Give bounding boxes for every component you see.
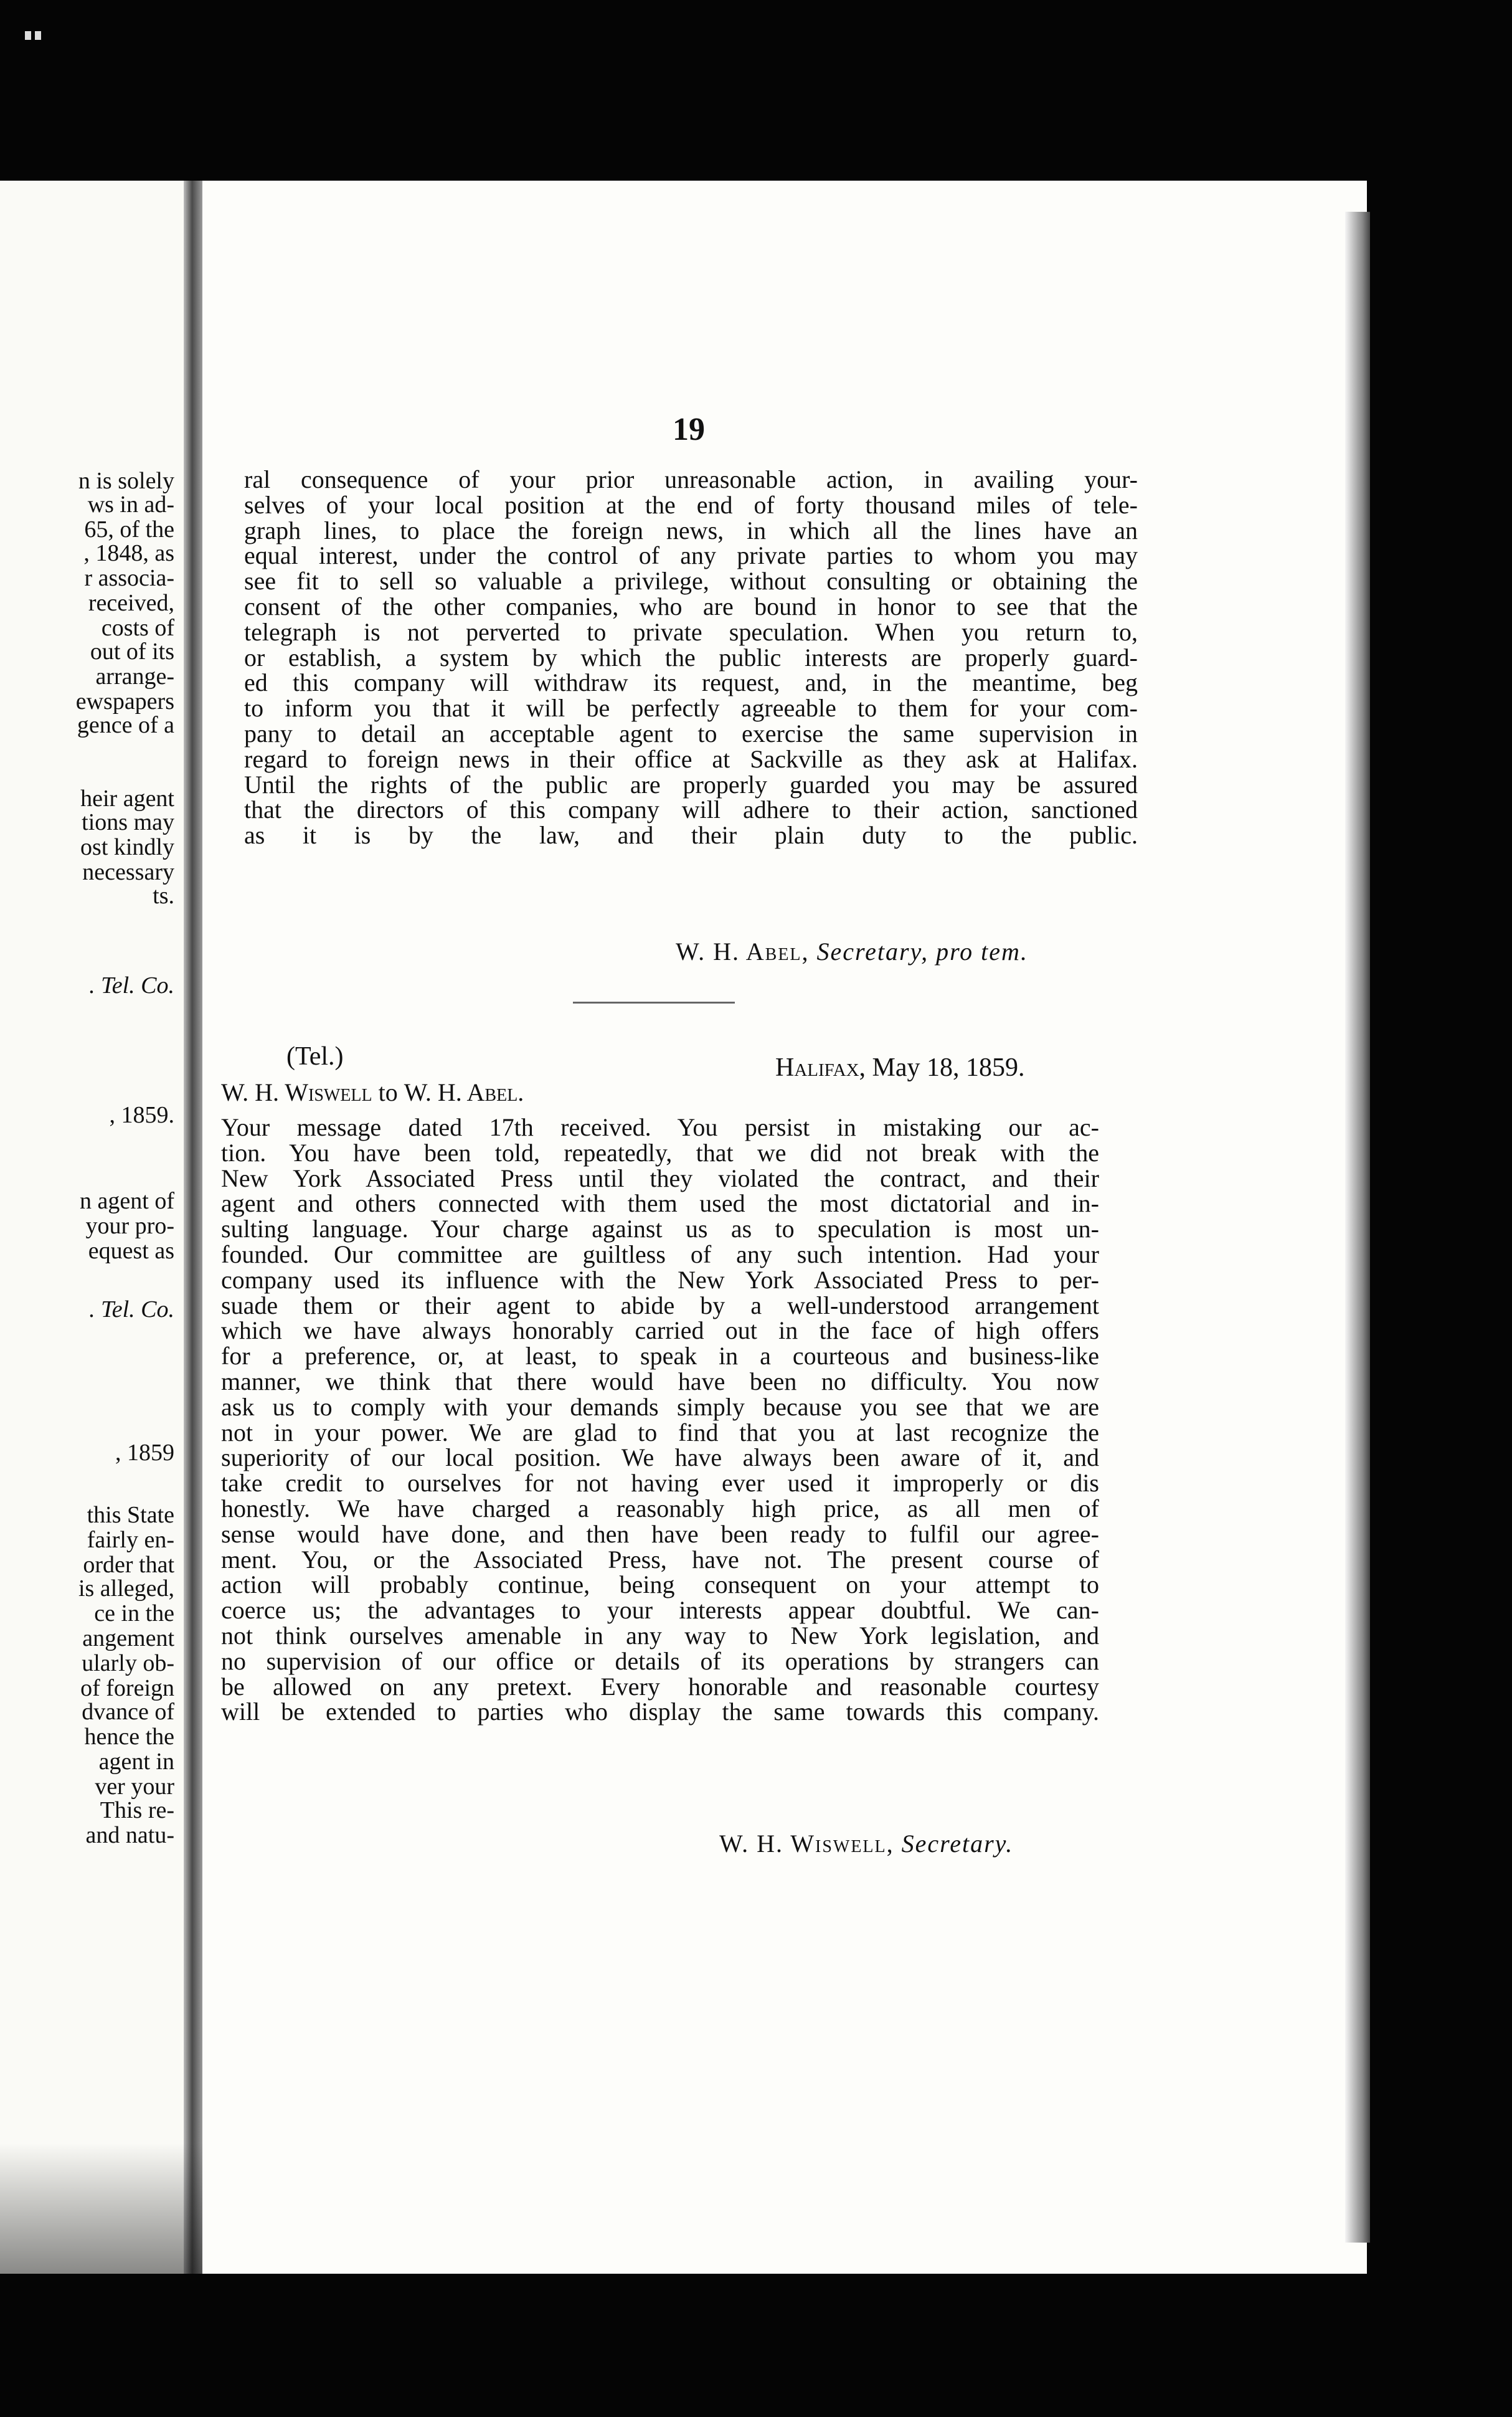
message-two-body (221, 1115, 1099, 1725)
book-gutter (184, 181, 202, 2274)
to-word: to (372, 1078, 404, 1106)
text-line: Until the rights of the public are properly guarded you may be assured (244, 770, 1138, 799)
text-line: action will probably continue, being consequent on your attempt to (221, 1570, 1099, 1599)
left-page-line: This re- (100, 1797, 174, 1823)
left-page-line: is alleged, (78, 1575, 174, 1602)
left-page-line: and natu- (85, 1822, 174, 1848)
text-line: ral consequence of your prior unreasonable action, in availing your- (244, 465, 1138, 493)
page-edge (1345, 212, 1370, 2243)
left-page-line: 65, of the (84, 516, 174, 543)
signature-name: W. H. Wiswell, (719, 1830, 894, 1858)
text-line: agent and others connected with them used the most dictatorial and in- (221, 1189, 1099, 1218)
text-line: superiority of our local position. We have always been aware of it, and (221, 1443, 1099, 1472)
text-line: ment. You, or the Associated Press, have not. The present course of (221, 1545, 1099, 1574)
left-page-line: hence the (84, 1724, 174, 1750)
text-line: ed this company will withdraw its request, and, in the meantime, beg (244, 668, 1138, 697)
left-page-line: angement (82, 1625, 174, 1651)
left-page-line: ce in the (94, 1600, 174, 1626)
text-line: which we have always honorably carried out in the face of high offers (221, 1316, 1099, 1345)
text-line: as it is by the law, and their plain duty to the public. (244, 821, 1138, 850)
left-page-line: heir agent (80, 786, 174, 812)
left-page-line: received, (88, 590, 174, 616)
left-page-line: n agent of (80, 1188, 174, 1214)
left-page-line: this State (87, 1502, 174, 1528)
signature-title: Secretary, pro tem. (816, 938, 1028, 966)
left-page-line: . Tel. Co. (89, 972, 174, 999)
left-page-line: your pro- (85, 1213, 174, 1239)
place: Halifax, (775, 1053, 866, 1082)
from-to-line (221, 1078, 524, 1107)
left-page-line: r associa- (84, 565, 174, 591)
left-page-line: , 1859. (109, 1102, 174, 1128)
text-line: sense would have done, and then have been ready to fulfil our agree- (221, 1519, 1099, 1548)
left-page-line: n is solely (78, 468, 174, 494)
text-line: equal interest, under the control of any private parties to whom you may (244, 541, 1138, 570)
text-line: that the directors of this company will adhere to their action, sanctioned (244, 795, 1138, 824)
text-line: or establish, a system by which the public interests are properly guard- (244, 643, 1138, 672)
sender: W. H. Wiswell (221, 1078, 372, 1106)
text-line: manner, we think that there would have been no difficulty. You now (221, 1367, 1099, 1395)
text-line: tion. You have been told, repeatedly, that we did not break with the (221, 1138, 1099, 1167)
left-page-line: . Tel. Co. (89, 1296, 174, 1322)
message-one-signature (676, 937, 1028, 966)
signature-name: W. H. Abel, (676, 938, 810, 966)
text-line: New York Associated Press until they violated the contract, and their (221, 1164, 1099, 1192)
left-page-line: , 1859 (115, 1440, 174, 1466)
text-line: be allowed on any pretext. Every honorable and reasonable courtesy (221, 1672, 1099, 1701)
text-line: consent of the other companies, who are bound in honor to see that the (244, 592, 1138, 620)
text-line: pany to detail an acceptable agent to exercise the same supervision in (244, 719, 1138, 748)
left-page-line: ws in ad- (87, 491, 174, 518)
left-page-line: of foreign (80, 1675, 174, 1701)
message-two-signature (719, 1829, 1013, 1858)
text-line: Your message dated 17th received. You persist in mistaking our ac- (221, 1113, 1099, 1141)
text-line: company used its influence with the New York Associated Press to per- (221, 1265, 1099, 1294)
message-one-body (244, 467, 1138, 848)
date: May 18, 1859. (872, 1053, 1025, 1082)
scan-margin-marks (25, 31, 45, 43)
text-line: to inform you that it will be perfectly agreeable to them for your com- (244, 694, 1138, 723)
left-page-line: out of its (90, 639, 174, 665)
left-page-line: ver your (95, 1774, 174, 1800)
left-page-line: equest as (88, 1238, 174, 1264)
left-page-line: ost kindly (80, 834, 174, 860)
text-line: founded. Our committee are guiltless of any such intention. Had your (221, 1240, 1099, 1268)
text-line: not think ourselves amenable in any way to New York legislation, and (221, 1621, 1099, 1650)
text-line: sulting language. Your charge against us as to speculation is most un- (221, 1215, 1099, 1243)
place-date-line (775, 1053, 1025, 1083)
left-page-line: arrange- (95, 663, 174, 690)
left-page-line: ts. (153, 883, 174, 909)
text-line: not in your power. We are glad to find that you at last recognize the (221, 1418, 1099, 1446)
text-line: coerce us; the advantages to your interests appear doubtful. We can- (221, 1596, 1099, 1625)
left-page-line: costs of (101, 615, 174, 641)
text-line: graph lines, to place the foreign news, in which all the lines have an (244, 516, 1138, 544)
left-page-line: gence of a (77, 712, 174, 738)
left-page-line: fairly en- (87, 1527, 174, 1553)
text-line: no supervision of our office or details of its operations by strangers can (221, 1646, 1099, 1675)
text-line: ask us to comply with your demands simply because you see that we are (221, 1392, 1099, 1421)
text-line: honestly. We have charged a reasonably high price, as all men of (221, 1494, 1099, 1522)
page-shadow (0, 2143, 202, 2274)
left-page-line: agent in (98, 1749, 174, 1775)
text-line: regard to foreign news in their office at Sackville as they ask at Halifax. (244, 744, 1138, 773)
text-line: suade them or their agent to abide by a well-understood arrangement (221, 1291, 1099, 1319)
telegram-tag: (Tel.) (286, 1042, 344, 1071)
recipient: W. H. Abel. (404, 1078, 524, 1106)
section-divider (573, 1002, 735, 1004)
left-page-line: tions may (82, 809, 174, 835)
page-number: 19 (673, 412, 705, 447)
left-page-line: , 1848, as (83, 540, 174, 566)
left-page-line: necessary (82, 859, 174, 885)
left-page-line: ewspapers (75, 688, 174, 715)
text-line: take credit to ourselves for not having ever used it improperly or dis (221, 1469, 1099, 1498)
text-line: for a preference, or, at least, to speak in a courteous and business-like (221, 1342, 1099, 1370)
text-line: telegraph is not perverted to private speculation. When you return to, (244, 617, 1138, 646)
left-page-line: ularly ob- (82, 1650, 174, 1676)
text-line: see fit to sell so valuable a privilege, without consulting or obtaining the (244, 567, 1138, 596)
text-line: will be extended to parties who display the same towards this company. (221, 1698, 1099, 1726)
signature-title: Secretary. (901, 1830, 1014, 1858)
text-line: selves of your local position at the end of forty thousand miles of tele- (244, 490, 1138, 519)
left-page-line: dvance of (82, 1699, 174, 1725)
left-page-line: order that (83, 1552, 174, 1578)
